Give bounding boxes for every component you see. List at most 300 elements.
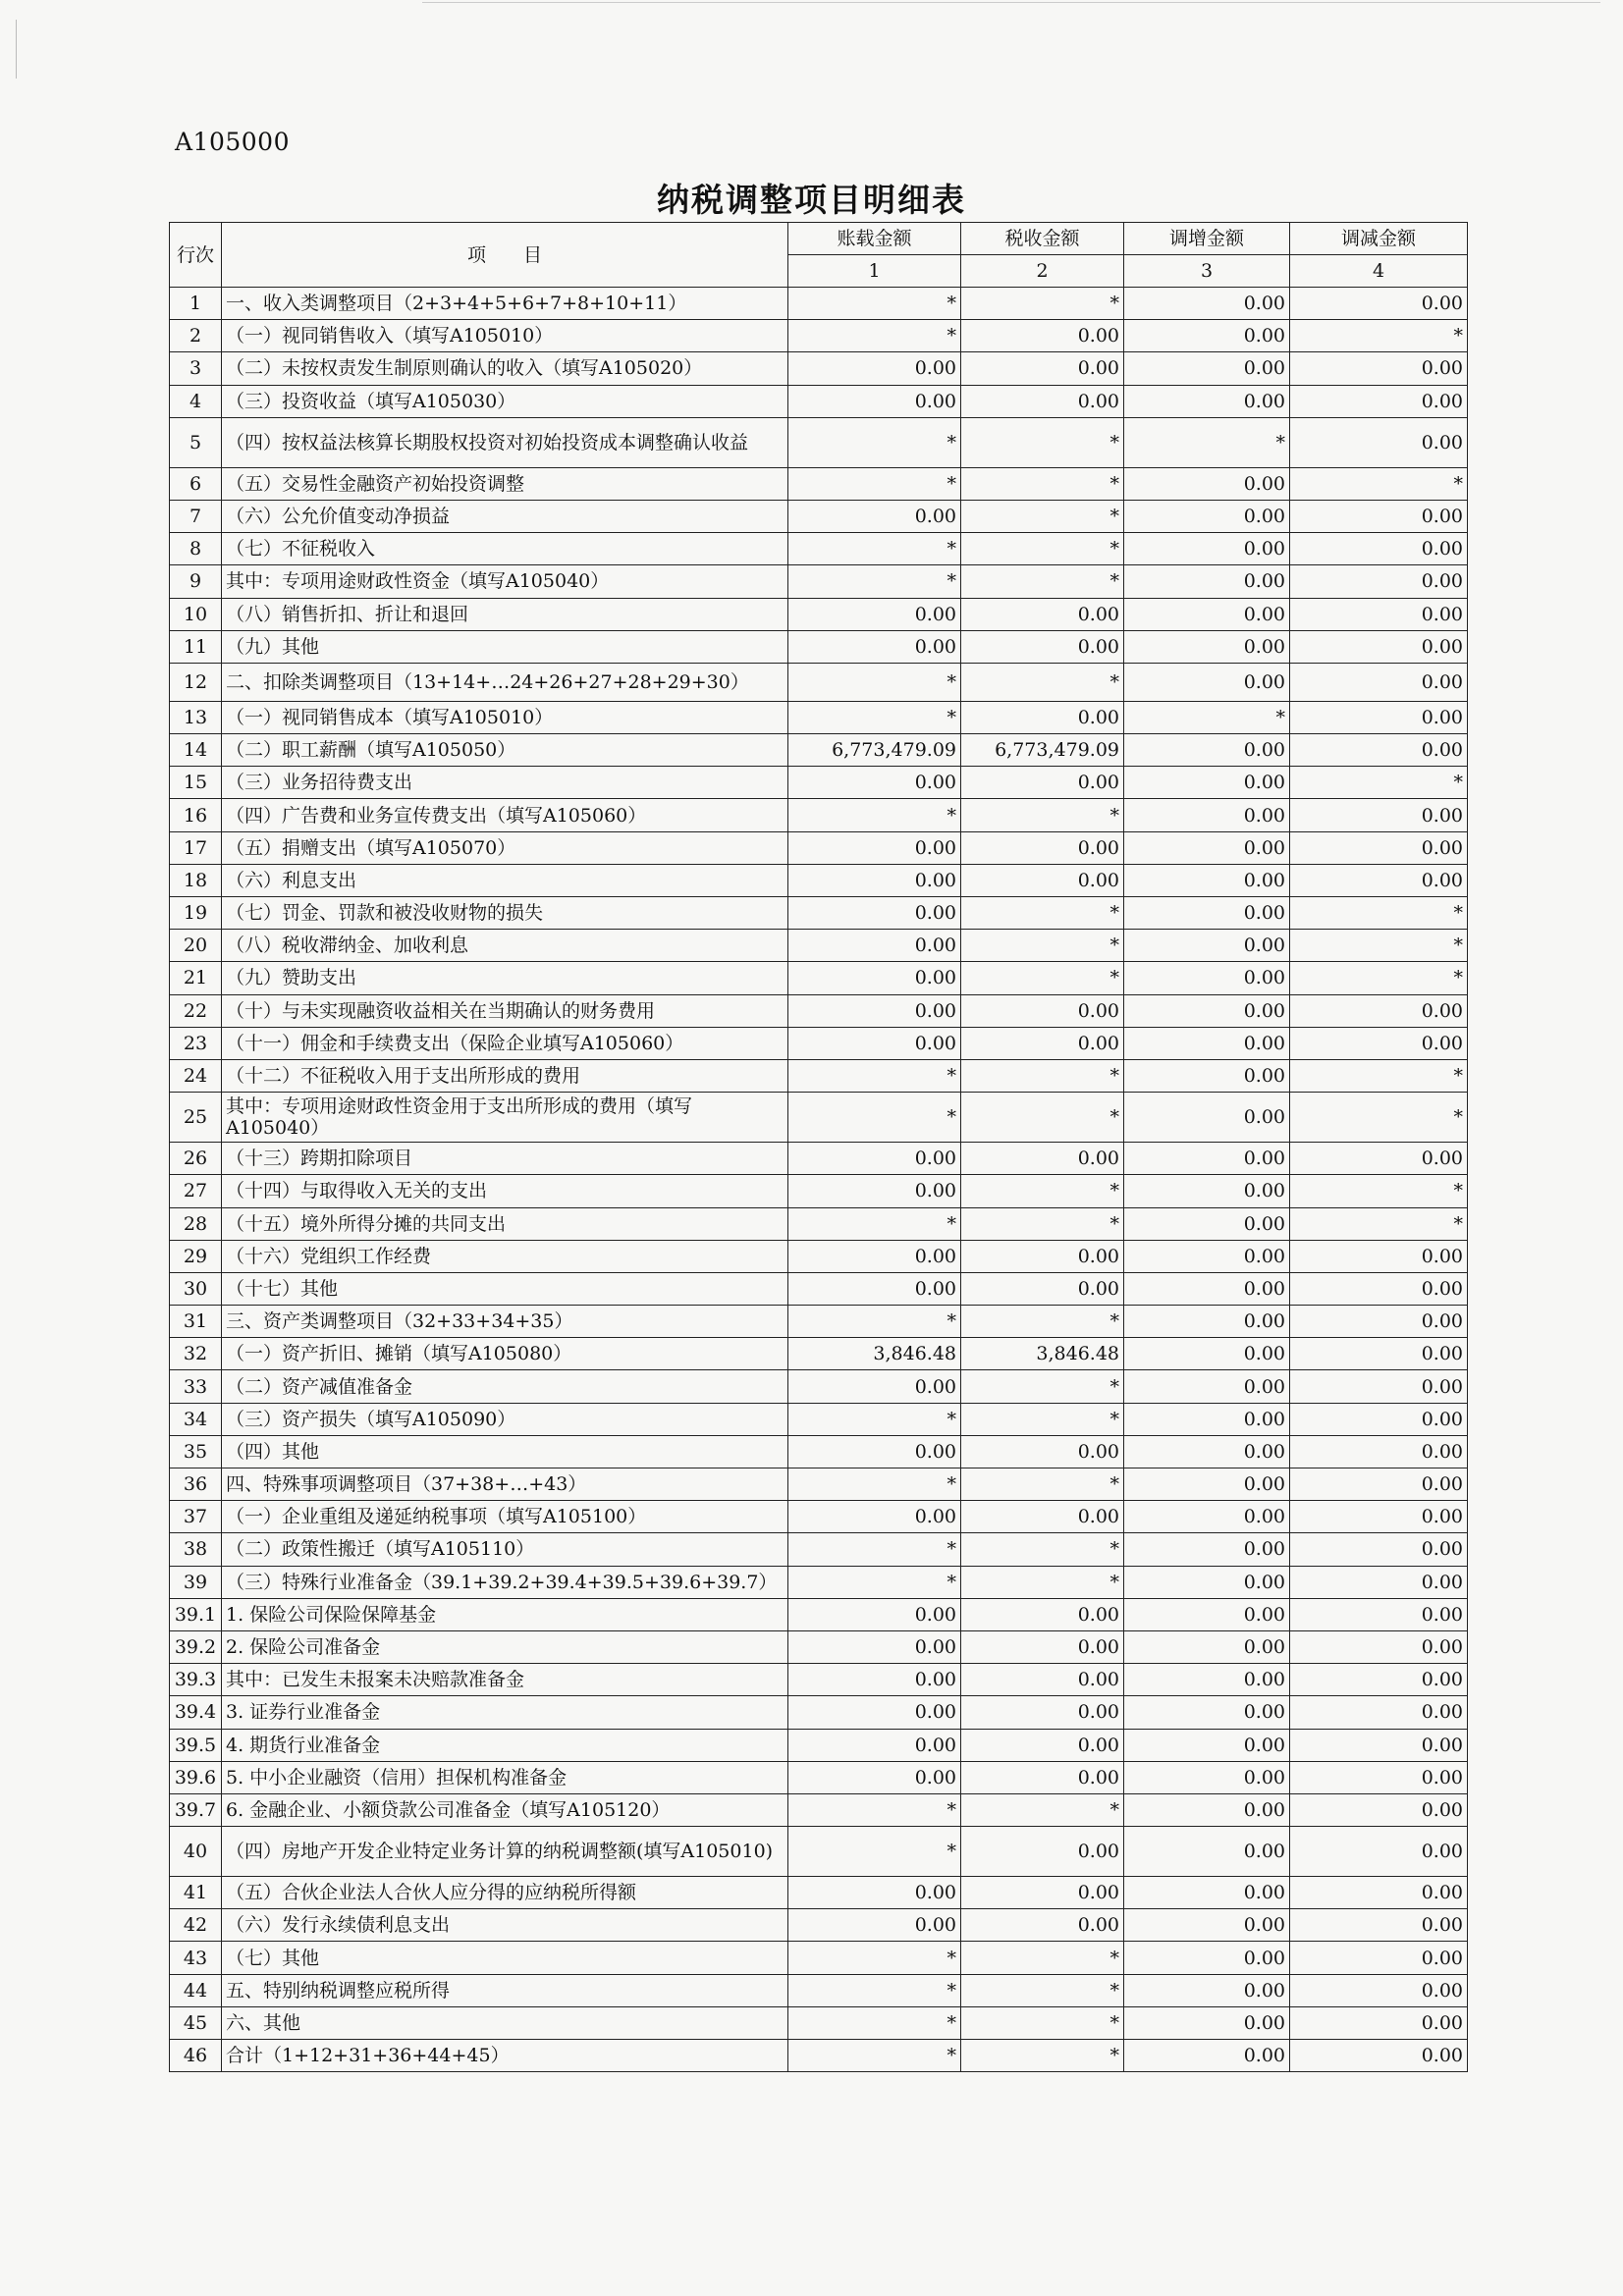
item-name-cell: （十七）其他 bbox=[222, 1272, 788, 1305]
row-number-cell: 13 bbox=[170, 701, 222, 733]
decrease-amount-cell: 0.00 bbox=[1290, 1338, 1468, 1370]
decrease-amount-cell: 0.00 bbox=[1290, 288, 1468, 320]
increase-amount-cell: 0.00 bbox=[1124, 1729, 1290, 1761]
increase-amount-cell: 0.00 bbox=[1124, 630, 1290, 663]
decrease-amount-cell: 0.00 bbox=[1290, 1598, 1468, 1630]
item-name-cell: 六、其他 bbox=[222, 2006, 788, 2039]
decrease-amount-cell: 0.00 bbox=[1290, 1306, 1468, 1338]
row-number-cell: 14 bbox=[170, 734, 222, 767]
row-number-cell: 38 bbox=[170, 1533, 222, 1566]
tax-amount-cell: 0.00 bbox=[961, 1435, 1124, 1468]
item-name-cell: （一）资产折旧、摊销（填写A105080） bbox=[222, 1338, 788, 1370]
table-row bbox=[170, 1207, 1468, 1240]
row-number-cell: 28 bbox=[170, 1207, 222, 1240]
form-code: A105000 bbox=[175, 128, 290, 156]
row-number-cell: 15 bbox=[170, 767, 222, 799]
table-row bbox=[170, 500, 1468, 532]
table-row bbox=[170, 1501, 1468, 1533]
book-amount-cell: 0.00 bbox=[788, 598, 961, 630]
table-row bbox=[170, 1533, 1468, 1566]
table-row bbox=[170, 565, 1468, 598]
increase-amount-cell: 0.00 bbox=[1124, 1501, 1290, 1533]
increase-amount-cell: 0.00 bbox=[1124, 1877, 1290, 1909]
decrease-amount-cell: 0.00 bbox=[1290, 1942, 1468, 1974]
table-row bbox=[170, 2040, 1468, 2072]
increase-amount-cell: 0.00 bbox=[1124, 1630, 1290, 1663]
book-amount-cell: * bbox=[788, 663, 961, 701]
table-row bbox=[170, 630, 1468, 663]
row-number-cell: 11 bbox=[170, 630, 222, 663]
increase-amount-cell: 0.00 bbox=[1124, 962, 1290, 994]
decrease-amount-cell: 0.00 bbox=[1290, 799, 1468, 831]
tax-amount-cell: * bbox=[961, 1370, 1124, 1403]
book-amount-cell: 0.00 bbox=[788, 930, 961, 962]
decrease-amount-cell: 0.00 bbox=[1290, 385, 1468, 417]
book-amount-cell: 0.00 bbox=[788, 1435, 961, 1468]
table-row bbox=[170, 1729, 1468, 1761]
tax-amount-cell: 0.00 bbox=[961, 1664, 1124, 1696]
table-row bbox=[170, 767, 1468, 799]
row-number-cell: 33 bbox=[170, 1370, 222, 1403]
table-row bbox=[170, 1664, 1468, 1696]
decrease-amount-cell: 0.00 bbox=[1290, 1909, 1468, 1942]
increase-amount-cell: 0.00 bbox=[1124, 598, 1290, 630]
table-row bbox=[170, 734, 1468, 767]
book-amount-cell: * bbox=[788, 1974, 961, 2006]
item-name-cell: （八）税收滞纳金、加收利息 bbox=[222, 930, 788, 962]
book-amount-cell: 0.00 bbox=[788, 1175, 961, 1207]
book-amount-cell: * bbox=[788, 1793, 961, 1826]
table-row bbox=[170, 598, 1468, 630]
item-name-cell: 一、收入类调整项目（2+3+4+5+6+7+8+10+11） bbox=[222, 288, 788, 320]
row-number-cell: 27 bbox=[170, 1175, 222, 1207]
table-row bbox=[170, 1059, 1468, 1092]
decrease-amount-cell: 0.00 bbox=[1290, 831, 1468, 864]
decrease-amount-cell: * bbox=[1290, 467, 1468, 500]
tax-amount-cell: 0.00 bbox=[961, 1027, 1124, 1059]
increase-amount-cell: 0.00 bbox=[1124, 1370, 1290, 1403]
tax-amount-cell: * bbox=[961, 417, 1124, 467]
book-amount-cell: 0.00 bbox=[788, 352, 961, 385]
increase-amount-cell: 0.00 bbox=[1124, 1909, 1290, 1942]
decrease-amount-cell: 0.00 bbox=[1290, 500, 1468, 532]
increase-amount-cell: * bbox=[1124, 417, 1290, 467]
book-amount-cell: 0.00 bbox=[788, 864, 961, 896]
increase-amount-cell: 0.00 bbox=[1124, 1338, 1290, 1370]
book-amount-cell: 0.00 bbox=[788, 1272, 961, 1305]
increase-amount-cell: 0.00 bbox=[1124, 500, 1290, 532]
decrease-amount-cell: 0.00 bbox=[1290, 1370, 1468, 1403]
header-decrease: 调减金额 bbox=[1290, 223, 1468, 255]
item-name-cell: （四）房地产开发企业特定业务计算的纳税调整额(填写A105010) bbox=[222, 1827, 788, 1877]
book-amount-cell: 0.00 bbox=[788, 1598, 961, 1630]
book-amount-cell: * bbox=[788, 533, 961, 565]
increase-amount-cell: 0.00 bbox=[1124, 1306, 1290, 1338]
row-number-cell: 32 bbox=[170, 1338, 222, 1370]
increase-amount-cell: 0.00 bbox=[1124, 994, 1290, 1027]
tax-amount-cell: 0.00 bbox=[961, 598, 1124, 630]
decrease-amount-cell: 0.00 bbox=[1290, 1630, 1468, 1663]
increase-amount-cell: 0.00 bbox=[1124, 1403, 1290, 1435]
table-row bbox=[170, 1566, 1468, 1598]
tax-amount-cell: * bbox=[961, 1942, 1124, 1974]
tax-amount-cell: 3,846.48 bbox=[961, 1338, 1124, 1370]
row-number-cell: 39.6 bbox=[170, 1761, 222, 1793]
row-number-cell: 21 bbox=[170, 962, 222, 994]
decrease-amount-cell: * bbox=[1290, 1059, 1468, 1092]
tax-amount-cell: 0.00 bbox=[961, 1501, 1124, 1533]
row-number-cell: 30 bbox=[170, 1272, 222, 1305]
increase-amount-cell: 0.00 bbox=[1124, 1468, 1290, 1501]
decrease-amount-cell: 0.00 bbox=[1290, 1761, 1468, 1793]
item-name-cell: （三）业务招待费支出 bbox=[222, 767, 788, 799]
book-amount-cell: 0.00 bbox=[788, 1877, 961, 1909]
item-name-cell: （一）视同销售成本（填写A105010） bbox=[222, 701, 788, 733]
row-number-cell: 46 bbox=[170, 2040, 222, 2072]
table-row bbox=[170, 1630, 1468, 1663]
book-amount-cell: 0.00 bbox=[788, 962, 961, 994]
header-col-4: 4 bbox=[1290, 255, 1468, 288]
tax-amount-cell: * bbox=[961, 288, 1124, 320]
increase-amount-cell: 0.00 bbox=[1124, 467, 1290, 500]
increase-amount-cell: 0.00 bbox=[1124, 2040, 1290, 2072]
table-row bbox=[170, 1143, 1468, 1175]
increase-amount-cell: 0.00 bbox=[1124, 767, 1290, 799]
row-number-cell: 17 bbox=[170, 831, 222, 864]
tax-amount-cell: 0.00 bbox=[961, 1272, 1124, 1305]
book-amount-cell: * bbox=[788, 2040, 961, 2072]
book-amount-cell: * bbox=[788, 1059, 961, 1092]
row-number-cell: 20 bbox=[170, 930, 222, 962]
increase-amount-cell: 0.00 bbox=[1124, 1827, 1290, 1877]
tax-amount-cell: 0.00 bbox=[961, 320, 1124, 352]
book-amount-cell: 0.00 bbox=[788, 1240, 961, 1272]
book-amount-cell: 0.00 bbox=[788, 1630, 961, 1663]
book-amount-cell: * bbox=[788, 467, 961, 500]
decrease-amount-cell: 0.00 bbox=[1290, 1974, 1468, 2006]
increase-amount-cell: 0.00 bbox=[1124, 734, 1290, 767]
book-amount-cell: 0.00 bbox=[788, 1761, 961, 1793]
decrease-amount-cell: * bbox=[1290, 767, 1468, 799]
tax-amount-cell: * bbox=[961, 1403, 1124, 1435]
book-amount-cell: 0.00 bbox=[788, 500, 961, 532]
book-amount-cell: 0.00 bbox=[788, 831, 961, 864]
item-name-cell: （十四）与取得收入无关的支出 bbox=[222, 1175, 788, 1207]
table-header bbox=[170, 223, 1468, 288]
increase-amount-cell: 0.00 bbox=[1124, 1435, 1290, 1468]
decrease-amount-cell: 0.00 bbox=[1290, 630, 1468, 663]
book-amount-cell: * bbox=[788, 565, 961, 598]
table-row bbox=[170, 930, 1468, 962]
item-name-cell: （一）企业重组及递延纳税事项（填写A105100） bbox=[222, 1501, 788, 1533]
increase-amount-cell: 0.00 bbox=[1124, 288, 1290, 320]
increase-amount-cell: 0.00 bbox=[1124, 663, 1290, 701]
row-number-cell: 7 bbox=[170, 500, 222, 532]
table-row bbox=[170, 1974, 1468, 2006]
row-number-cell: 44 bbox=[170, 1974, 222, 2006]
form-title: 纳税调整项目明细表 bbox=[657, 181, 966, 219]
item-name-cell: （三）资产损失（填写A105090） bbox=[222, 1403, 788, 1435]
increase-amount-cell: 0.00 bbox=[1124, 565, 1290, 598]
tax-amount-cell: * bbox=[961, 1175, 1124, 1207]
increase-amount-cell: 0.00 bbox=[1124, 1533, 1290, 1566]
item-name-cell: 二、扣除类调整项目（13+14+…24+26+27+28+29+30） bbox=[222, 663, 788, 701]
row-number-cell: 12 bbox=[170, 663, 222, 701]
increase-amount-cell: 0.00 bbox=[1124, 1696, 1290, 1729]
tax-amount-cell: 0.00 bbox=[961, 831, 1124, 864]
decrease-amount-cell: 0.00 bbox=[1290, 734, 1468, 767]
book-amount-cell: 3,846.48 bbox=[788, 1338, 961, 1370]
table-row bbox=[170, 467, 1468, 500]
tax-amount-cell: * bbox=[961, 1059, 1124, 1092]
decrease-amount-cell: 0.00 bbox=[1290, 2040, 1468, 2072]
tax-amount-cell: 0.00 bbox=[961, 385, 1124, 417]
item-name-cell: （七）罚金、罚款和被没收财物的损失 bbox=[222, 897, 788, 930]
row-number-cell: 39.3 bbox=[170, 1664, 222, 1696]
row-number-cell: 26 bbox=[170, 1143, 222, 1175]
tax-amount-cell: * bbox=[961, 2006, 1124, 2039]
item-name-cell: （五）捐赠支出（填写A105070） bbox=[222, 831, 788, 864]
row-number-cell: 2 bbox=[170, 320, 222, 352]
table-row bbox=[170, 1306, 1468, 1338]
increase-amount-cell: 0.00 bbox=[1124, 1175, 1290, 1207]
item-name-cell: 1. 保险公司保险保障基金 bbox=[222, 1598, 788, 1630]
increase-amount-cell: 0.00 bbox=[1124, 831, 1290, 864]
book-amount-cell: 0.00 bbox=[788, 1729, 961, 1761]
tax-amount-cell: * bbox=[961, 1566, 1124, 1598]
book-amount-cell: 0.00 bbox=[788, 1027, 961, 1059]
increase-amount-cell: 0.00 bbox=[1124, 1793, 1290, 1826]
item-name-cell: 合计（1+12+31+36+44+45） bbox=[222, 2040, 788, 2072]
book-amount-cell: 0.00 bbox=[788, 994, 961, 1027]
item-name-cell: 五、特别纳税调整应税所得 bbox=[222, 1974, 788, 2006]
tax-amount-cell: 0.00 bbox=[961, 1630, 1124, 1663]
increase-amount-cell: 0.00 bbox=[1124, 1093, 1290, 1143]
row-number-cell: 1 bbox=[170, 288, 222, 320]
item-name-cell: （一）视同销售收入（填写A105010） bbox=[222, 320, 788, 352]
decrease-amount-cell: 0.00 bbox=[1290, 1664, 1468, 1696]
tax-amount-cell: * bbox=[961, 1533, 1124, 1566]
table-row bbox=[170, 1696, 1468, 1729]
item-name-cell: 6. 金融企业、小额贷款公司准备金（填写A105120） bbox=[222, 1793, 788, 1826]
table-row bbox=[170, 1338, 1468, 1370]
increase-amount-cell: 0.00 bbox=[1124, 1059, 1290, 1092]
increase-amount-cell: 0.00 bbox=[1124, 320, 1290, 352]
row-number-cell: 37 bbox=[170, 1501, 222, 1533]
tax-amount-cell: 0.00 bbox=[961, 352, 1124, 385]
item-name-cell: （六）利息支出 bbox=[222, 864, 788, 896]
tax-amount-cell: * bbox=[961, 897, 1124, 930]
decrease-amount-cell: 0.00 bbox=[1290, 864, 1468, 896]
item-name-cell: （二）职工薪酬（填写A105050） bbox=[222, 734, 788, 767]
item-name-cell: 5. 中小企业融资（信用）担保机构准备金 bbox=[222, 1761, 788, 1793]
row-number-cell: 10 bbox=[170, 598, 222, 630]
row-number-cell: 6 bbox=[170, 467, 222, 500]
table-row bbox=[170, 320, 1468, 352]
book-amount-cell: * bbox=[788, 1403, 961, 1435]
tax-amount-cell: * bbox=[961, 930, 1124, 962]
item-name-cell: （十五）境外所得分摊的共同支出 bbox=[222, 1207, 788, 1240]
row-number-cell: 9 bbox=[170, 565, 222, 598]
book-amount-cell: * bbox=[788, 417, 961, 467]
row-number-cell: 31 bbox=[170, 1306, 222, 1338]
item-name-cell: 其中：已发生未报案未决赔款准备金 bbox=[222, 1664, 788, 1696]
row-number-cell: 42 bbox=[170, 1909, 222, 1942]
tax-amount-cell: * bbox=[961, 1468, 1124, 1501]
table-row bbox=[170, 417, 1468, 467]
decrease-amount-cell: 0.00 bbox=[1290, 1827, 1468, 1877]
table-row bbox=[170, 962, 1468, 994]
table-row bbox=[170, 1942, 1468, 1974]
item-name-cell: （七）其他 bbox=[222, 1942, 788, 1974]
increase-amount-cell: 0.00 bbox=[1124, 352, 1290, 385]
increase-amount-cell: 0.00 bbox=[1124, 1664, 1290, 1696]
table-row bbox=[170, 1027, 1468, 1059]
table-row bbox=[170, 1793, 1468, 1826]
row-number-cell: 3 bbox=[170, 352, 222, 385]
row-number-cell: 39.2 bbox=[170, 1630, 222, 1663]
book-amount-cell: * bbox=[788, 1942, 961, 1974]
tax-amount-cell: * bbox=[961, 565, 1124, 598]
increase-amount-cell: 0.00 bbox=[1124, 1761, 1290, 1793]
tax-amount-cell: * bbox=[961, 500, 1124, 532]
decrease-amount-cell: 0.00 bbox=[1290, 1793, 1468, 1826]
item-name-cell: 其中：专项用途财政性资金（填写A105040） bbox=[222, 565, 788, 598]
decrease-amount-cell: 0.00 bbox=[1290, 598, 1468, 630]
row-number-cell: 39.1 bbox=[170, 1598, 222, 1630]
item-name-cell: （九）其他 bbox=[222, 630, 788, 663]
row-number-cell: 5 bbox=[170, 417, 222, 467]
book-amount-cell: 0.00 bbox=[788, 1370, 961, 1403]
row-number-cell: 36 bbox=[170, 1468, 222, 1501]
tax-amount-cell: 0.00 bbox=[961, 1696, 1124, 1729]
decrease-amount-cell: 0.00 bbox=[1290, 565, 1468, 598]
tax-amount-cell: * bbox=[961, 663, 1124, 701]
decrease-amount-cell: 0.00 bbox=[1290, 1468, 1468, 1501]
item-name-cell: 四、特殊事项调整项目（37+38+…+43） bbox=[222, 1468, 788, 1501]
book-amount-cell: * bbox=[788, 1566, 961, 1598]
decrease-amount-cell: 0.00 bbox=[1290, 352, 1468, 385]
item-name-cell: 三、资产类调整项目（32+33+34+35） bbox=[222, 1306, 788, 1338]
row-number-cell: 16 bbox=[170, 799, 222, 831]
increase-amount-cell: 0.00 bbox=[1124, 1240, 1290, 1272]
item-name-cell: 3. 证券行业准备金 bbox=[222, 1696, 788, 1729]
book-amount-cell: * bbox=[788, 1827, 961, 1877]
tax-amount-cell: 0.00 bbox=[961, 994, 1124, 1027]
tax-amount-cell: 0.00 bbox=[961, 1240, 1124, 1272]
row-number-cell: 39 bbox=[170, 1566, 222, 1598]
decrease-amount-cell: * bbox=[1290, 320, 1468, 352]
book-amount-cell: 0.00 bbox=[788, 1664, 961, 1696]
increase-amount-cell: * bbox=[1124, 701, 1290, 733]
tax-amount-cell: * bbox=[961, 2040, 1124, 2072]
decrease-amount-cell: 0.00 bbox=[1290, 1877, 1468, 1909]
item-name-cell: （十）与未实现融资收益相关在当期确认的财务费用 bbox=[222, 994, 788, 1027]
item-name-cell: （二）未按权责发生制原则确认的收入（填写A105020） bbox=[222, 352, 788, 385]
item-name-cell: （十六）党组织工作经费 bbox=[222, 1240, 788, 1272]
tax-amount-cell: 6,773,479.09 bbox=[961, 734, 1124, 767]
book-amount-cell: 0.00 bbox=[788, 630, 961, 663]
item-name-cell: （二）资产减值准备金 bbox=[222, 1370, 788, 1403]
item-name-cell: （七）不征税收入 bbox=[222, 533, 788, 565]
row-number-cell: 40 bbox=[170, 1827, 222, 1877]
tax-amount-cell: 0.00 bbox=[961, 1761, 1124, 1793]
decrease-amount-cell: * bbox=[1290, 1175, 1468, 1207]
tax-amount-cell: 0.00 bbox=[961, 1827, 1124, 1877]
tax-amount-cell: 0.00 bbox=[961, 767, 1124, 799]
increase-amount-cell: 0.00 bbox=[1124, 1272, 1290, 1305]
table-row bbox=[170, 701, 1468, 733]
row-number-cell: 39.7 bbox=[170, 1793, 222, 1826]
header-item: 项 目 bbox=[222, 223, 788, 288]
header-col-3: 3 bbox=[1124, 255, 1290, 288]
table-row bbox=[170, 897, 1468, 930]
tax-amount-cell: 0.00 bbox=[961, 1143, 1124, 1175]
table-row bbox=[170, 1827, 1468, 1877]
table-row bbox=[170, 1435, 1468, 1468]
table-body bbox=[170, 288, 1468, 2072]
row-number-cell: 39.4 bbox=[170, 1696, 222, 1729]
book-amount-cell: * bbox=[788, 288, 961, 320]
table-row bbox=[170, 994, 1468, 1027]
row-number-cell: 34 bbox=[170, 1403, 222, 1435]
tax-amount-cell: * bbox=[961, 1793, 1124, 1826]
table-row bbox=[170, 1909, 1468, 1942]
increase-amount-cell: 0.00 bbox=[1124, 1566, 1290, 1598]
decrease-amount-cell: 0.00 bbox=[1290, 1403, 1468, 1435]
decrease-amount-cell: 0.00 bbox=[1290, 1272, 1468, 1305]
decrease-amount-cell: 0.00 bbox=[1290, 1435, 1468, 1468]
header-increase: 调增金额 bbox=[1124, 223, 1290, 255]
table-row bbox=[170, 1877, 1468, 1909]
header-col-2: 2 bbox=[961, 255, 1124, 288]
tax-amount-cell: * bbox=[961, 467, 1124, 500]
decrease-amount-cell: * bbox=[1290, 897, 1468, 930]
row-number-cell: 18 bbox=[170, 864, 222, 896]
header-row-no: 行次 bbox=[170, 223, 222, 288]
decrease-amount-cell: 0.00 bbox=[1290, 1696, 1468, 1729]
row-number-cell: 23 bbox=[170, 1027, 222, 1059]
increase-amount-cell: 0.00 bbox=[1124, 1207, 1290, 1240]
decrease-amount-cell: 0.00 bbox=[1290, 1240, 1468, 1272]
item-name-cell: （十一）佣金和手续费支出（保险企业填写A105060） bbox=[222, 1027, 788, 1059]
table-row bbox=[170, 663, 1468, 701]
header-tax-amount: 税收金额 bbox=[961, 223, 1124, 255]
decrease-amount-cell: 0.00 bbox=[1290, 1027, 1468, 1059]
table-row bbox=[170, 1598, 1468, 1630]
decrease-amount-cell: 0.00 bbox=[1290, 1501, 1468, 1533]
book-amount-cell: * bbox=[788, 1093, 961, 1143]
decrease-amount-cell: 0.00 bbox=[1290, 663, 1468, 701]
item-name-cell: （五）合伙企业法人合伙人应分得的应纳税所得额 bbox=[222, 1877, 788, 1909]
item-name-cell: （八）销售折扣、折让和退回 bbox=[222, 598, 788, 630]
decrease-amount-cell: 0.00 bbox=[1290, 1729, 1468, 1761]
tax-amount-cell: * bbox=[961, 799, 1124, 831]
increase-amount-cell: 0.00 bbox=[1124, 533, 1290, 565]
scan-edge-mark bbox=[422, 2, 1600, 3]
tax-amount-cell: * bbox=[961, 1207, 1124, 1240]
item-name-cell: （四）按权益法核算长期股权投资对初始投资成本调整确认收益 bbox=[222, 417, 788, 467]
tax-amount-cell: * bbox=[961, 962, 1124, 994]
row-number-cell: 25 bbox=[170, 1093, 222, 1143]
increase-amount-cell: 0.00 bbox=[1124, 799, 1290, 831]
table-row bbox=[170, 864, 1468, 896]
tax-amount-cell: * bbox=[961, 1306, 1124, 1338]
scan-edge-mark bbox=[16, 20, 17, 79]
row-number-cell: 39.5 bbox=[170, 1729, 222, 1761]
increase-amount-cell: 0.00 bbox=[1124, 1974, 1290, 2006]
header-col-1: 1 bbox=[788, 255, 961, 288]
